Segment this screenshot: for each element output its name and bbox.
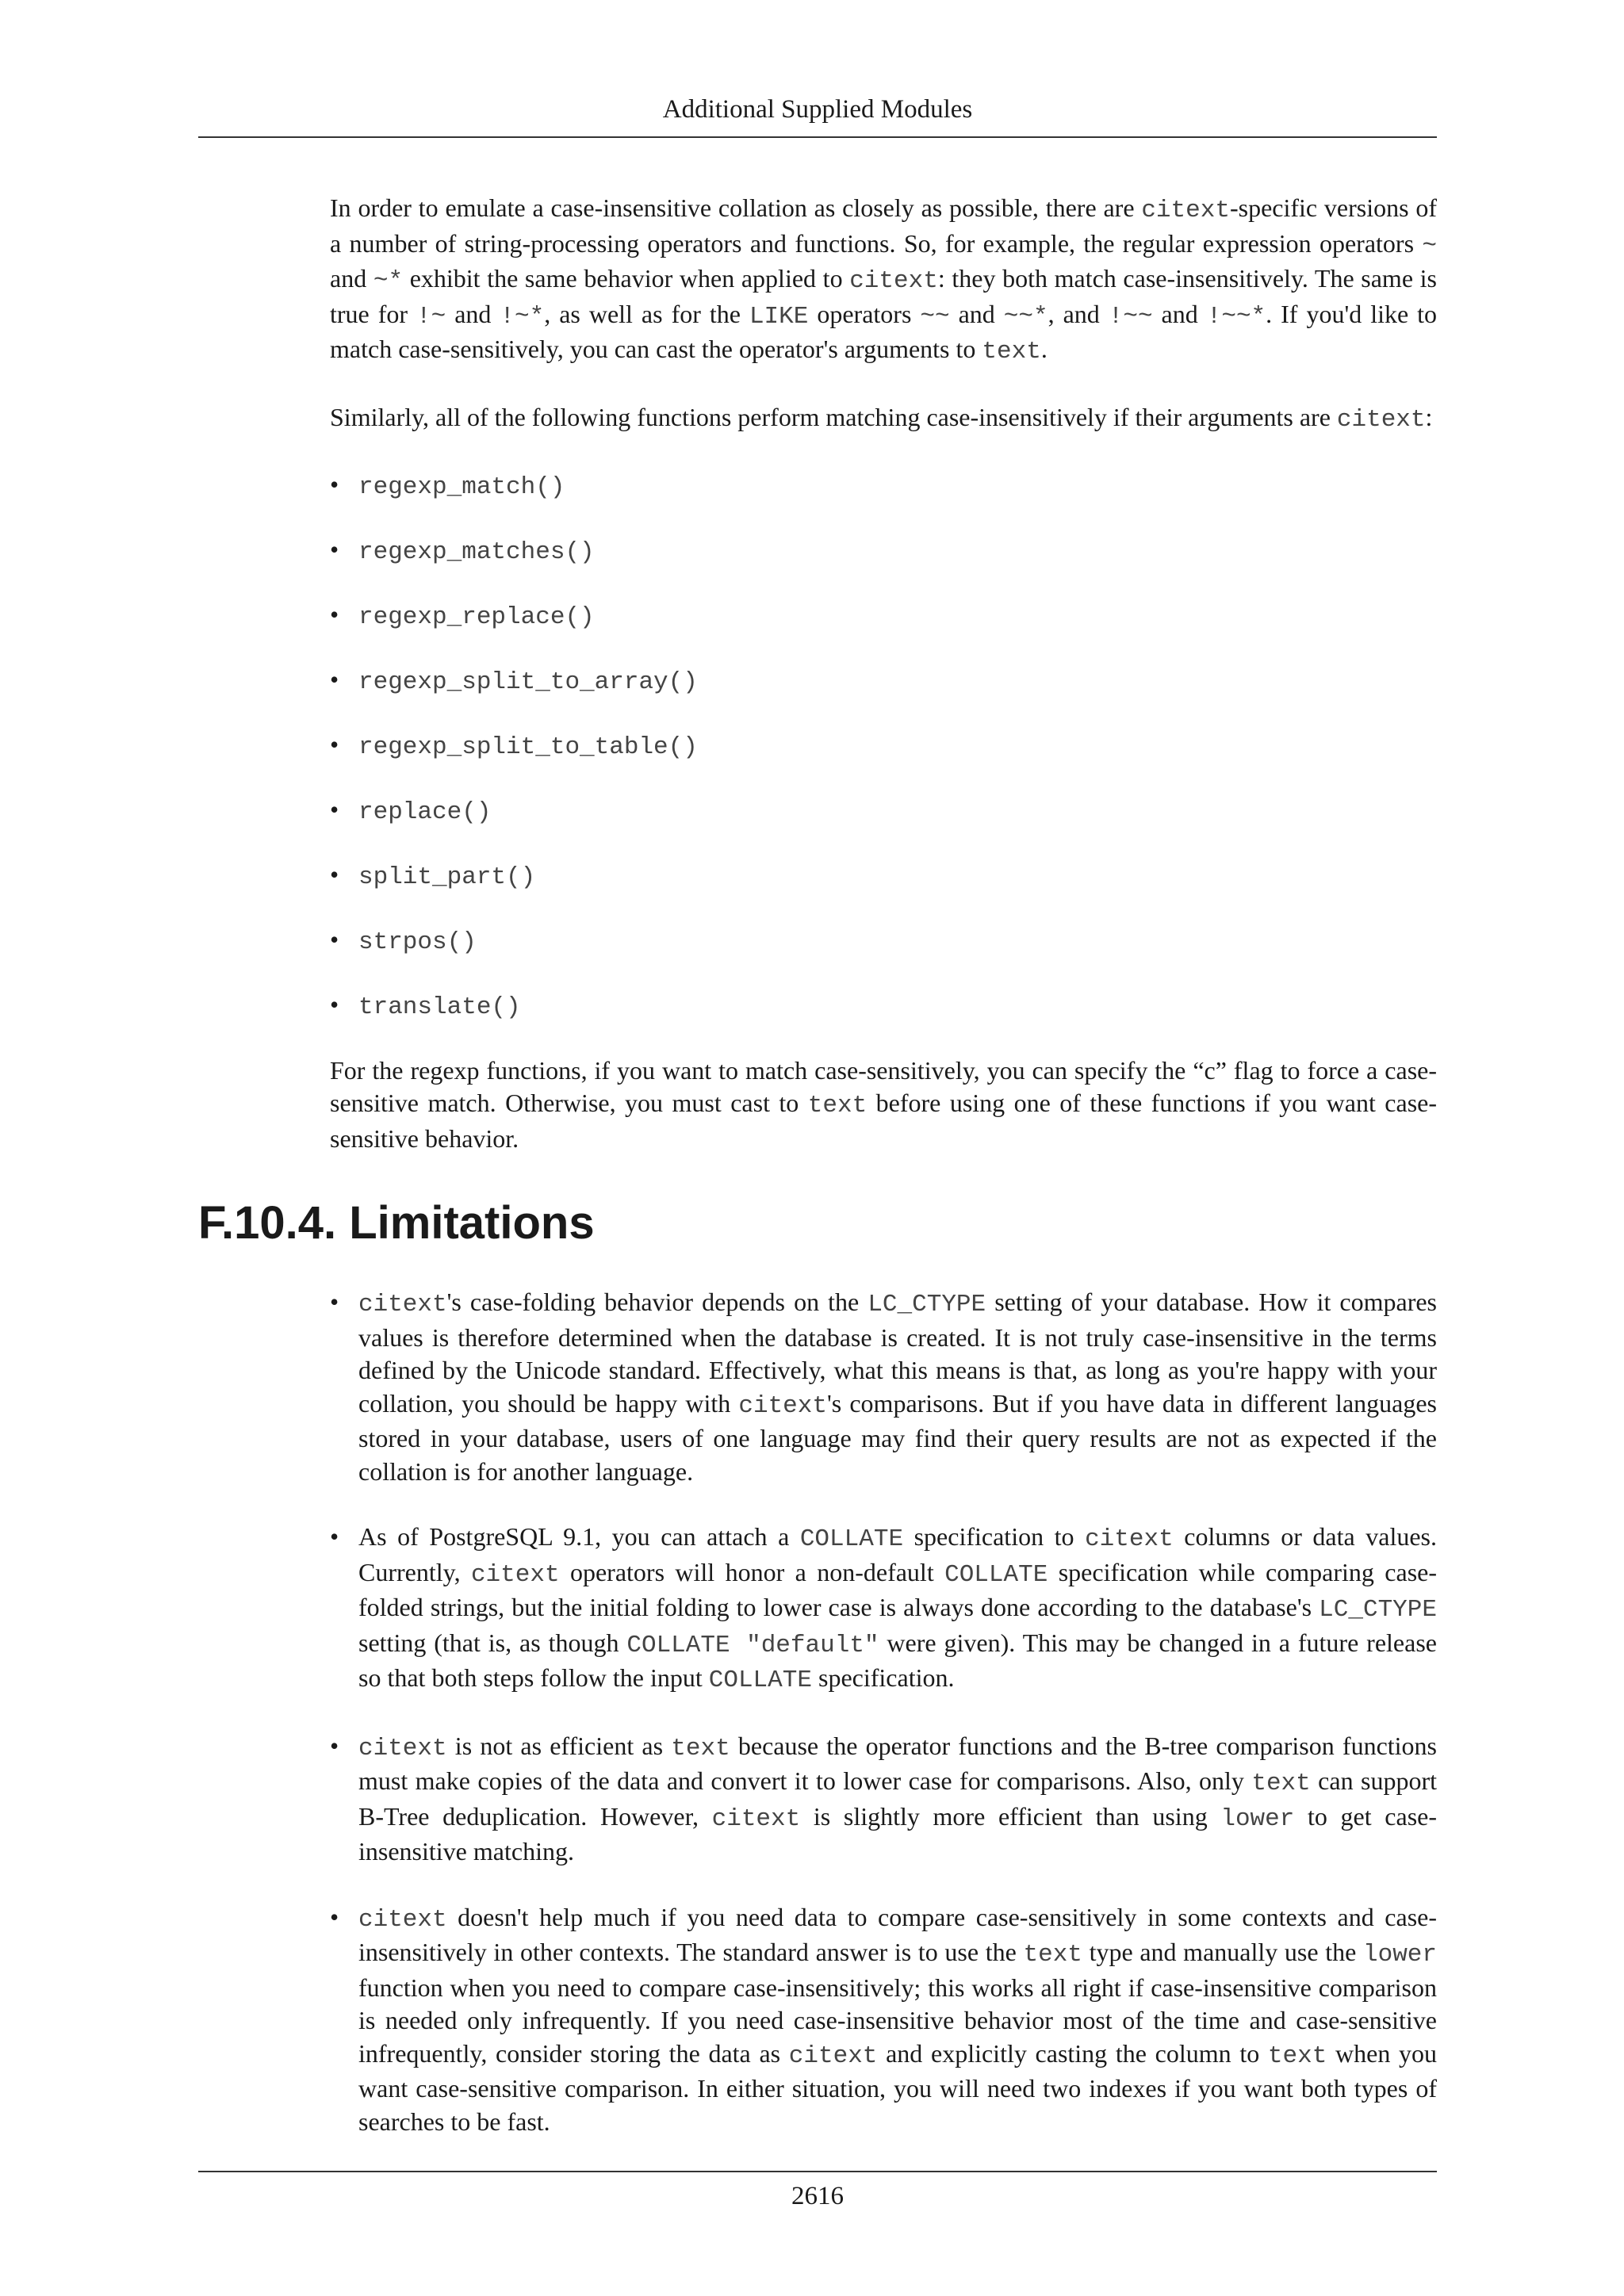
running-header: Additional Supplied Modules: [662, 95, 973, 124]
list-item: • translate(): [330, 989, 1437, 1022]
function-list: [330, 469, 1437, 1022]
inline-code: text: [982, 338, 1041, 365]
inline-code: citext: [849, 267, 938, 295]
list-item: • split_part(): [330, 859, 1437, 892]
list-item: • citext doesn't help much if you need data to compare case-sensitively in some contexts and case-insensitively in other contexts. The standard answer is to use the text type and manually use the lower function when you need to compare case-insensitively; this works all right if case-insensitive comparison is needed only infrequently. If you need case-insensitive behavior most of the time and case-sensitive infrequently, consider storing the data as citext and explicitly casting the column to text when you want case-sensitive comparison. In either situation, you will need two indexes if you want both types of searches to be fast.: [330, 1901, 1437, 2139]
inline-code: !~~: [1108, 302, 1153, 331]
list-item: • regexp_split_to_table(): [330, 729, 1437, 762]
header-rule: [198, 136, 1437, 138]
limitations-section: [330, 1286, 1437, 2171]
intro-paragraph-1: In order to emulate a case-insensitive collation as closely as possible, there are citext-specific versions of a number of string-processing operators and functions. So, for example, the regular expression operators ~ and ~* exhibit the same behavior when applied to citext: they both match case-insensitively. The same is true for !~ and !~*, as well as for the LIKE operators ~~ and ~~*, and !~~ and !~~*. If you'd like to match case-sensitively, you can cast the operator's arguments to text.: [330, 193, 1438, 365]
list-item: • As of PostgreSQL 9.1, you can attach a COLLATE specification to citext columns or data values. Currently, citext operators will honor a non-default COLLATE specification while comparing case-folded strings, but the initial folding to lower case is always done according to the database's LC_CTYPE setting (that is, as though COLLATE "default" were given). This may be changed in a future release so that both steps follow the input COLLATE specification.: [330, 1521, 1437, 1697]
inline-code: ~*: [373, 267, 404, 295]
list-item: • citext's case-folding behavior depends on the LC_CTYPE setting of your database. How it compares values is therefore determined when the database is created. It is not truly case-insensitive in the terms defined by the Unicode standard. Effectively, what this means is that, as long as you're happy with your collation, you should be happy with citext's comparisons. But if you have data in different languages stored in your database, users of one language may find their query results are not as expected if the collation is for another language.: [330, 1286, 1437, 1488]
list-item: • replace(): [330, 794, 1437, 827]
inline-code: !~*: [500, 302, 545, 331]
section-heading: F.10.4. Limitations: [198, 1197, 595, 1249]
intro-section: [330, 192, 1437, 1155]
inline-code: ~~*: [1003, 302, 1048, 331]
inline-code: ~~: [920, 302, 950, 331]
inline-code: !~~*: [1206, 302, 1266, 331]
list-item: • regexp_match(): [330, 469, 1437, 502]
list-item: • citext is not as efficient as text because the operator functions and the B-tree comparison functions must make copies of the data and convert it to lower case for comparisons. Also, only text can support B-Tree deduplication. However, citext is slightly more efficient than using lower to get case-insensitive matching.: [330, 1730, 1437, 1869]
page-number: 2616: [791, 2182, 844, 2210]
limitations-list: [330, 1286, 1437, 2138]
list-item: • strpos(): [330, 924, 1437, 957]
inline-code: ~: [1422, 232, 1437, 260]
intro-paragraph-2: Similarly, all of the following functions perform matching case-insensitively if their arguments are citext:: [330, 402, 1433, 434]
inline-code: citext: [1336, 405, 1426, 434]
list-item: • regexp_replace(): [330, 599, 1437, 632]
inline-code: !~: [416, 302, 446, 331]
inline-code: LIKE: [749, 302, 809, 331]
inline-code: text: [807, 1092, 868, 1119]
list-item: • regexp_matches(): [330, 534, 1437, 567]
intro-paragraph-3: For the regexp functions, if you want to match case-sensitively, you can specify the “c” flag to force a case-sensitive match. Otherwise, you must cast to text before using one of these functions if you want case-sensitive behavior.: [330, 1055, 1438, 1153]
footer-rule: [198, 2171, 1437, 2172]
list-item: • regexp_split_to_array(): [330, 664, 1437, 697]
inline-code: citext: [1141, 197, 1230, 224]
